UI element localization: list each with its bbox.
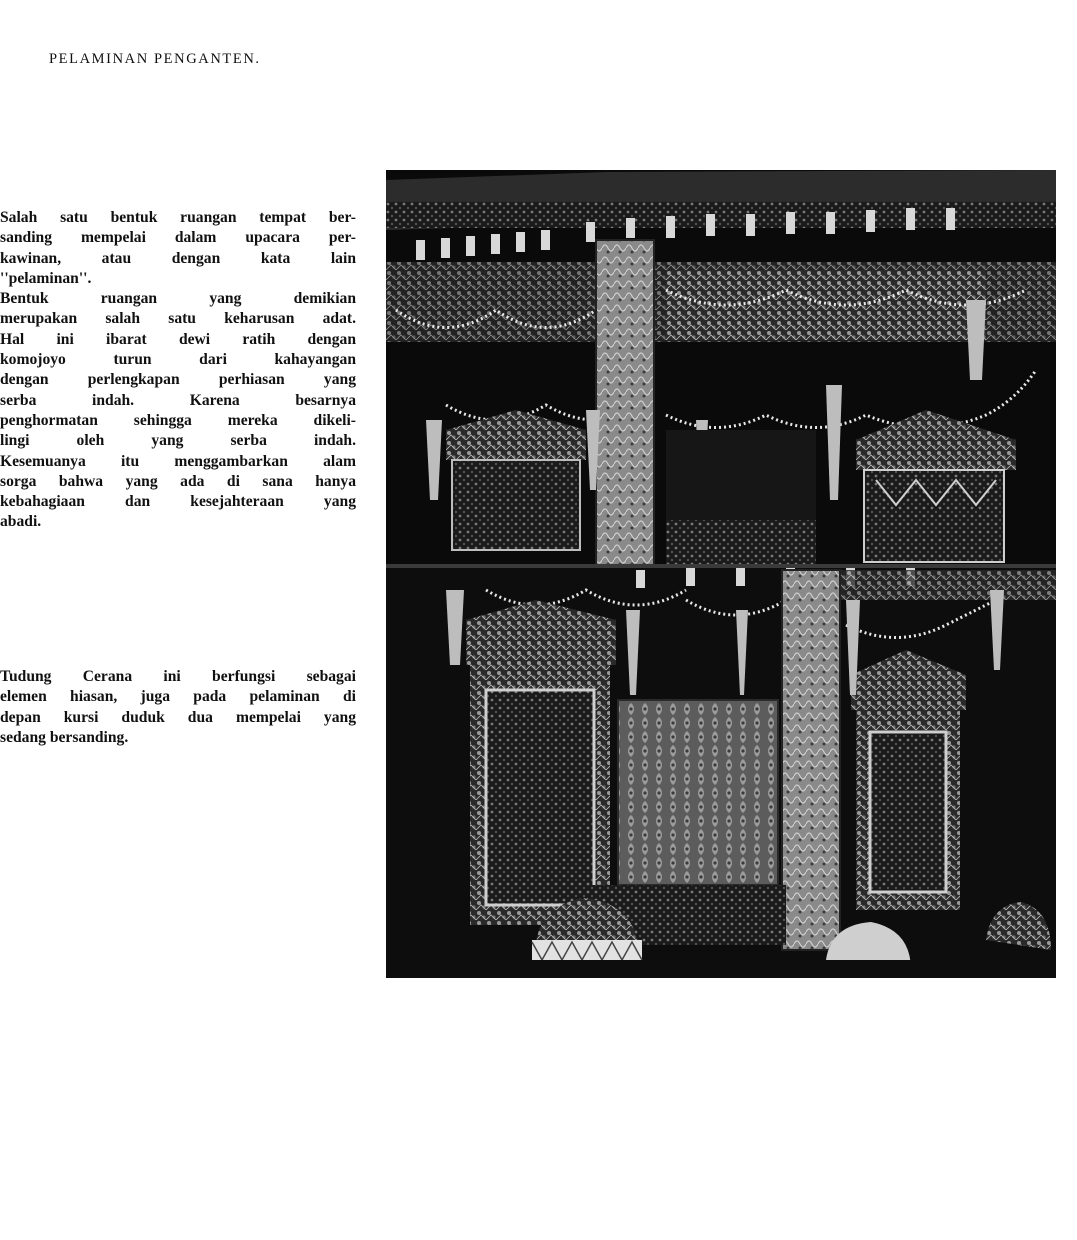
text-line: kebahagiaan dan kesejahteraan yang — [0, 493, 356, 511]
text-line: Kesemuanya itu menggambarkan alam — [0, 452, 356, 470]
text-line: merupakan salah satu keharusan adat. — [0, 310, 356, 328]
text-line: komojoyo turun dari kahayangan — [0, 351, 356, 369]
text-line: sedang bersanding. — [0, 728, 129, 746]
text-line: dengan perlengkapan perhiasan yang — [0, 371, 356, 389]
description-paragraph — [0, 208, 356, 533]
page-title: PELAMINAN PENGANTEN. — [49, 51, 261, 67]
text-line: serba indah. Karena besarnya — [0, 391, 356, 409]
text-line: abadi. — [0, 513, 42, 531]
text-line: elemen hiasan, juga pada pelaminan di — [0, 688, 356, 706]
text-line: Hal ini ibarat dewi ratih dengan — [0, 330, 356, 348]
caption-paragraph — [0, 667, 356, 748]
wedding-dais-photo — [386, 170, 1056, 978]
text-line: Bentuk ruangan yang demikian — [0, 290, 356, 308]
text-line: penghormatan sehingga mereka dikeli- — [0, 411, 356, 429]
text-line: sanding mempelai dalam upacara per- — [0, 229, 356, 247]
text-line: sorga bahwa yang ada di sana hanya — [0, 472, 356, 490]
text-line: ''pelaminan''. — [0, 269, 92, 287]
text-line: depan kursi duduk dua mempelai yang — [0, 708, 356, 726]
text-line: lingi oleh yang serba indah. — [0, 432, 356, 450]
photo-illustration — [386, 170, 1056, 978]
text-line: kawinan, atau dengan kata lain — [0, 249, 356, 267]
text-line: Salah satu bentuk ruangan tempat ber- — [0, 209, 356, 226]
text-line: Tudung Cerana ini berfungsi sebagai — [0, 668, 356, 685]
